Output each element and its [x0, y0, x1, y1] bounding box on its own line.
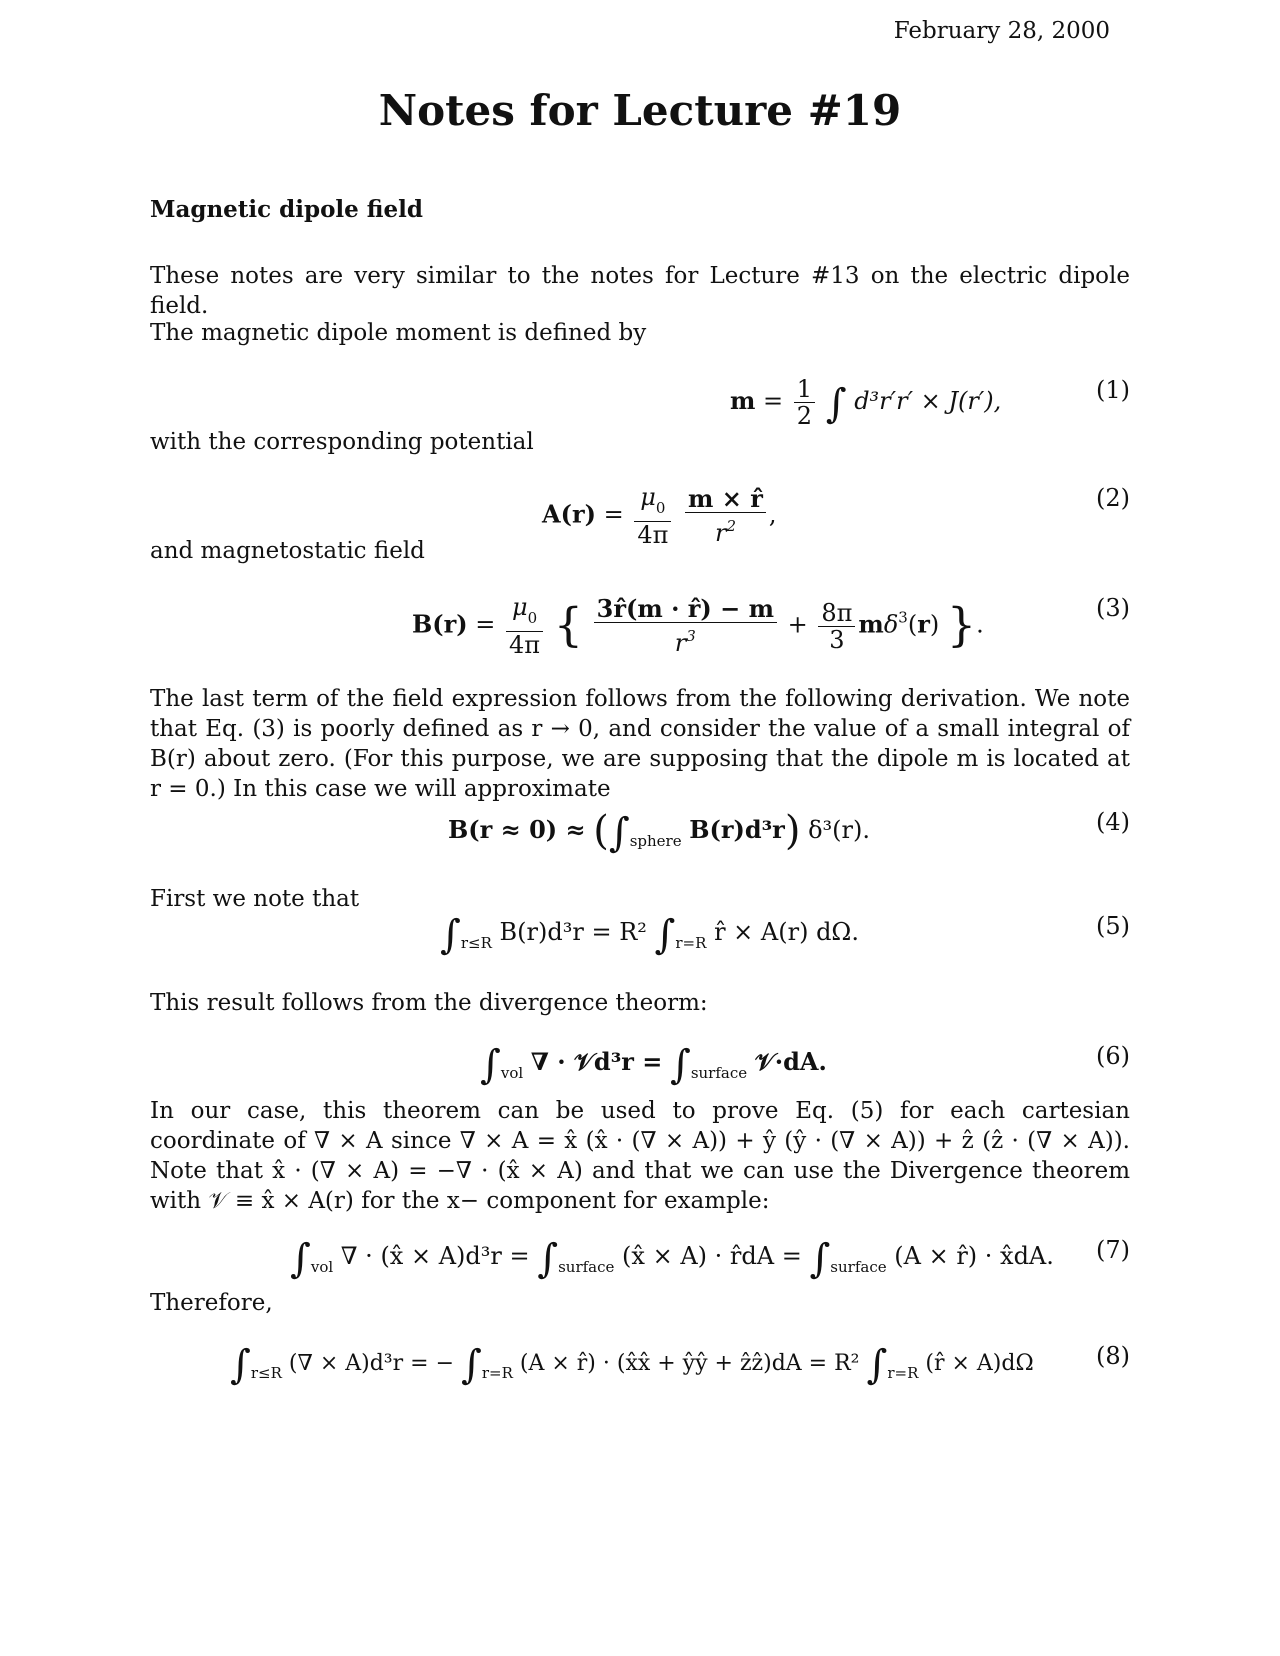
- section-title: Magnetic dipole field: [150, 196, 423, 223]
- paragraph-7: This result follows from the divergence theorm:: [150, 990, 708, 1016]
- equation-3: B(r) = $\frac{\mu_0}{4\pi}$ { $\frac{3r̂(m \cdot r̂) - m}{r^3}$ + $\frac{8\pi}{3}$ $m\delta^3(r)$ }. (3): [412, 593, 1130, 659]
- equation-number: (1): [1096, 376, 1130, 404]
- equation-1: m = $\frac{1}{2}$ ∫ d³r′r′ × J(r′), (1): [730, 375, 1130, 430]
- page-title: Notes for Lecture #19: [378, 86, 902, 135]
- paragraph-5: The last term of the field expression follows from the following derivation. We note that Eq. (3) is poorly defined as r → 0, and consider the value of a small integral of B(r) about zero. (For this purpose, we are supposing that the dipole m is located at r = 0.) In this case we will approximate: [150, 686, 1130, 802]
- equation-2: A(r) = $\frac{\mu_0}{4\pi}$ $\frac{m \times r̂}{r^2}$ , (2): [542, 483, 1130, 549]
- equation-number: (2): [1096, 484, 1130, 512]
- paragraph-1: These notes are very similar to the notes for Lecture #13 on the electric dipole field.: [150, 263, 1130, 319]
- equation-8: $\int_{r\le R}$ (∇ × A)d³r = − $\int_{r=R}$ (A × r̂) · (x̂x̂ + ŷŷ + ẑẑ)dA = R² $\int_{r=R}$ (r̂ × A)dΩ (8): [230, 1342, 1130, 1388]
- paragraph-3: with the corresponding potential: [150, 429, 534, 455]
- equation-number: (4): [1096, 808, 1130, 836]
- date: February 28, 2000: [893, 18, 1110, 44]
- equation-6: $\int_{vol}$ ∇ · 𝒱d³r = $\int_{surface}$ 𝒱·dA. (6): [480, 1042, 1130, 1088]
- equation-number: (7): [1096, 1236, 1130, 1264]
- equation-number: (6): [1096, 1042, 1130, 1070]
- equation-4: $B(r \approx 0) \approx (\int_{sphere}$ B(r)d³r) δ³(r). (4): [448, 808, 1130, 856]
- paragraph-9: Therefore,: [150, 1290, 273, 1316]
- equation-number: (3): [1096, 594, 1130, 622]
- equation-7: $\int_{vol}$ ∇ · (x̂ × $A)d^3r = \int_{surface}$ (x̂ × A) · r̂dA = $\int_{surface}$ (A × r̂) · x̂dA. (7): [290, 1236, 1130, 1282]
- equation-number: (8): [1096, 1342, 1130, 1370]
- equation-5: $\int_{r\le R}$ B(r)d³r = R² $\int_{r=R}$ r̂ × A(r) dΩ. (5): [440, 912, 1130, 958]
- paragraph-8: In our case, this theorem can be used to prove Eq. (5) for each cartesian coordinate of ∇ × A since ∇ × A = x̂ (x̂ · (∇ × A)) + ŷ (ŷ · (∇ × A)) + ẑ (ẑ · (∇ × A)). Note that x̂ · (∇ × A) = −∇ · (x̂ × A) and that we can use the Divergence theorem with 𝒱 ≡ x̂ × A(r) for the x− component for example:: [150, 1098, 1130, 1214]
- paragraph-4: and magnetostatic field: [150, 538, 425, 564]
- equation-number: (5): [1096, 912, 1130, 940]
- paragraph-6: First we note that: [150, 886, 360, 912]
- paragraph-2: The magnetic dipole moment is defined by: [150, 320, 647, 346]
